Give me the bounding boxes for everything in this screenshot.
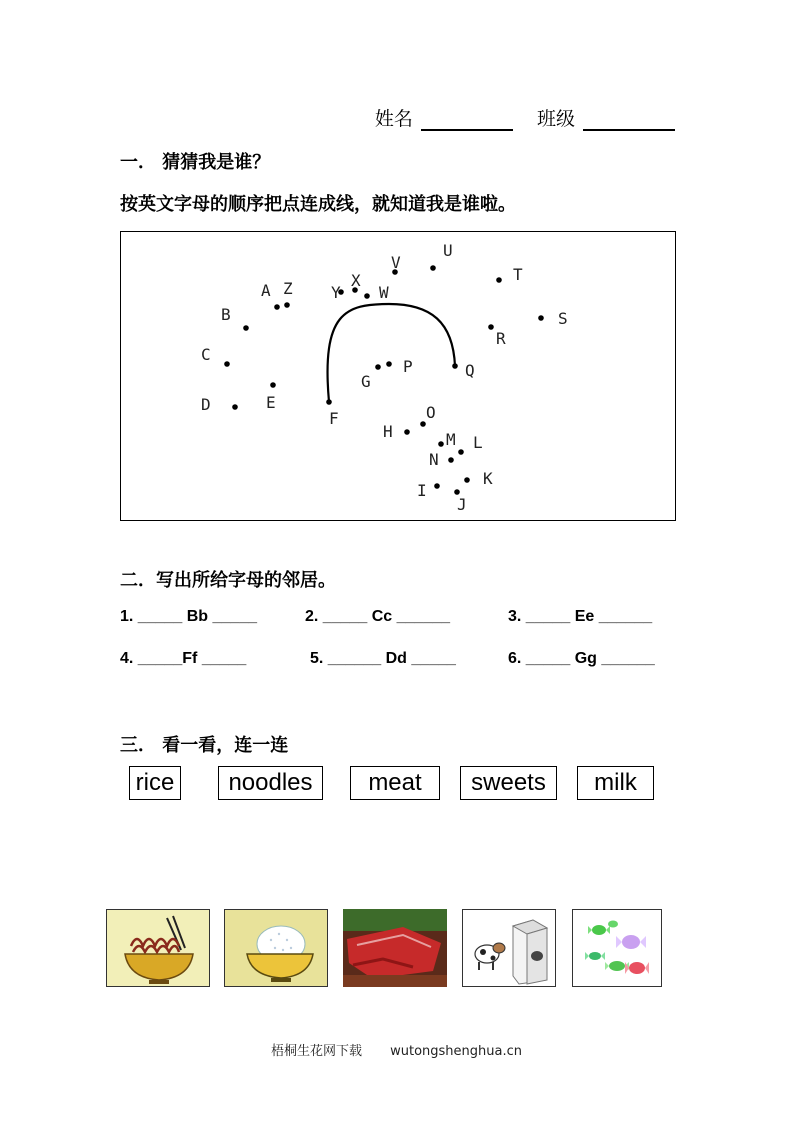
dot-q[interactable] xyxy=(452,363,458,369)
dot-label-d: D xyxy=(201,395,211,414)
section2-title: 二．写出所给字母的邻居。 xyxy=(120,570,336,591)
dot-label-p: P xyxy=(403,357,413,376)
class-label: 班级 xyxy=(536,108,575,130)
dot-label-g: G xyxy=(361,372,371,391)
class-blank[interactable] xyxy=(583,109,675,131)
dot-g[interactable] xyxy=(375,364,381,370)
dot-f[interactable] xyxy=(326,399,332,405)
dot-label-o: O xyxy=(426,403,436,422)
dot-label-w: W xyxy=(379,283,389,302)
dot-p[interactable] xyxy=(386,361,392,367)
dot-b[interactable] xyxy=(243,325,249,331)
rice-bowl-image[interactable] xyxy=(224,909,328,987)
word-card-milk[interactable]: milk xyxy=(577,766,654,800)
dot-label-v: V xyxy=(391,253,401,272)
dot-label-m: M xyxy=(446,430,456,449)
dot-k[interactable] xyxy=(464,477,470,483)
dot-a[interactable] xyxy=(274,304,280,310)
dot-label-z: Z xyxy=(283,279,293,298)
milk-carton-image[interactable] xyxy=(462,909,556,987)
footer xyxy=(0,1040,793,1059)
dot-label-c: C xyxy=(201,345,211,364)
name-blank[interactable] xyxy=(421,109,513,131)
neighbor-item-6: 6. _____ Gg ______ xyxy=(508,650,655,667)
dot-label-j: J xyxy=(457,495,467,514)
word-card-rice[interactable]: rice xyxy=(129,766,181,800)
dot-label-q: Q xyxy=(465,361,475,380)
dot-w[interactable] xyxy=(364,293,370,299)
neighbor-item-1: 1. _____ Bb _____ xyxy=(120,608,257,625)
dot-label-y: Y xyxy=(331,283,341,302)
dot-label-u: U xyxy=(443,241,453,260)
dot-j[interactable] xyxy=(454,489,460,495)
dot-label-r: R xyxy=(496,329,506,348)
word-card-sweets[interactable]: sweets xyxy=(460,766,557,800)
dot-label-i: I xyxy=(417,481,427,500)
neighbor-item-2: 2. _____ Cc ______ xyxy=(305,608,451,625)
dot-s[interactable] xyxy=(538,315,544,321)
name-label: 姓名 xyxy=(374,108,413,130)
dot-r[interactable] xyxy=(488,324,494,330)
dot-label-k: K xyxy=(483,469,493,488)
dot-label-h: H xyxy=(383,422,393,441)
dot-label-a: A xyxy=(261,281,271,300)
neighbor-item-4: 4. _____Ff _____ xyxy=(120,650,247,667)
dot-n[interactable] xyxy=(448,457,454,463)
dot-label-t: T xyxy=(513,265,523,284)
dot-to-dot-drawing xyxy=(121,232,677,522)
dot-o[interactable] xyxy=(420,421,426,427)
dot-t[interactable] xyxy=(496,277,502,283)
dot-z[interactable] xyxy=(284,302,290,308)
dot-label-l: L xyxy=(473,433,483,452)
dot-d[interactable] xyxy=(232,404,238,410)
dot-label-e: E xyxy=(266,393,276,412)
section1-instruction: 按英文字母的顺序把点连成线，就知道我是谁啦。 xyxy=(120,194,516,215)
dot-c[interactable] xyxy=(224,361,230,367)
sweets-image[interactable] xyxy=(572,909,662,987)
dot-m[interactable] xyxy=(438,441,444,447)
section3-title: 三． 看一看，连一连 xyxy=(120,735,289,756)
dot-u[interactable] xyxy=(430,265,436,271)
neighbor-item-5: 5. ______ Dd _____ xyxy=(310,650,456,667)
dot-label-b: B xyxy=(221,305,231,324)
noodles-bowl-image[interactable] xyxy=(106,909,210,987)
section1-title: 一． 猜猜我是谁？ xyxy=(120,152,271,173)
dot-e[interactable] xyxy=(270,382,276,388)
meat-image[interactable] xyxy=(343,909,447,987)
dot-label-n: N xyxy=(429,450,439,469)
dot-l[interactable] xyxy=(458,449,464,455)
name-class-row xyxy=(0,104,675,131)
dot-label-x: X xyxy=(351,271,361,290)
dot-to-dot-puzzle[interactable] xyxy=(120,231,676,521)
dot-h[interactable] xyxy=(404,429,410,435)
word-card-meat[interactable]: meat xyxy=(350,766,440,800)
dot-i[interactable] xyxy=(434,483,440,489)
word-card-noodles[interactable]: noodles xyxy=(218,766,323,800)
neighbor-item-3: 3. _____ Ee ______ xyxy=(508,608,653,625)
dot-label-s: S xyxy=(558,309,568,328)
footer-site-name: 梧桐生花网下载 xyxy=(270,1044,362,1059)
footer-site-url[interactable]: wutongshenghua.cn xyxy=(390,1044,523,1059)
dot-label-f: F xyxy=(329,409,339,428)
